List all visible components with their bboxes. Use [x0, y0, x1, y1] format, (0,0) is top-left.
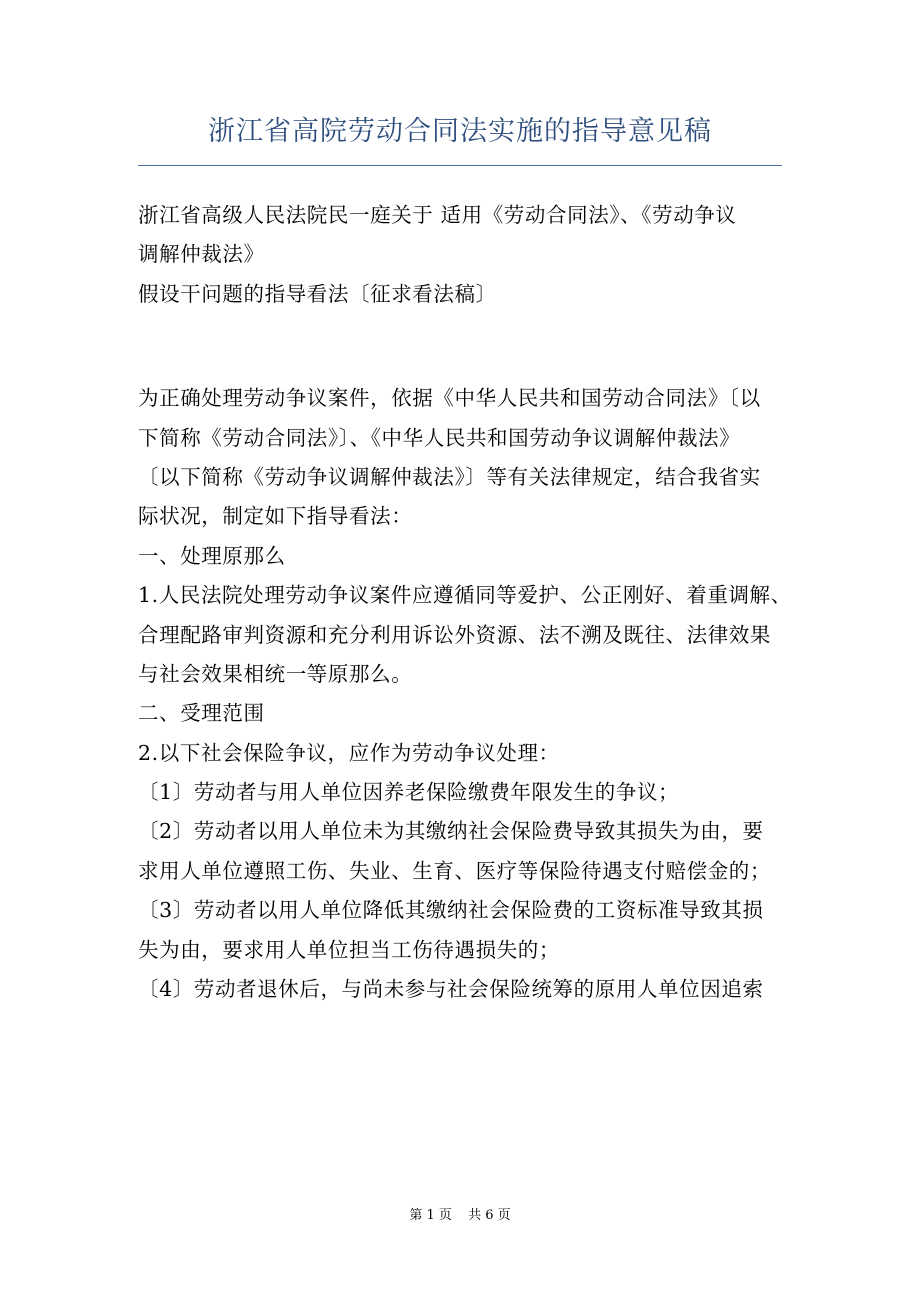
- paragraph-line: 1.人民法院处理劳动争议案件应遵循同等爱护、公正刚好、着重调解、: [138, 583, 792, 608]
- page-total: 共 6 页: [468, 1208, 511, 1223]
- list-item: 〔1〕劳动者与用人单位因养老保险缴费年限发生的争议；: [138, 780, 680, 805]
- paragraph-spacer: [138, 314, 788, 379]
- list-item: 求用人单位遵照工伤、失业、生育、医疗等保险待遇支付赔偿金的；: [138, 858, 771, 883]
- list-item: 〔2〕劳动者以用人单位未为其缴纳社会保险费导致其损失为由，要: [138, 819, 764, 844]
- list-item: 〔3〕劳动者以用人单位降低其缴纳社会保险费的工资标准导致其损: [138, 898, 764, 923]
- page-number: 第 1 页: [409, 1208, 452, 1223]
- paragraph-line: 〔以下简称《劳动争议调解仲裁法》〕等有关法律规定，结合我省实: [138, 464, 761, 489]
- paragraph-line: 下简称《劳动合同法》〕、《中华人民共和国劳动争议调解仲裁法》: [138, 425, 741, 450]
- paragraph-line: 与社会效果相统一等原那么。: [138, 661, 413, 686]
- paragraph-line: 浙江省高级人民法院民一庭关于 适用《劳动合同法》、《劳动争议: [138, 203, 737, 227]
- page-footer: [0, 1206, 920, 1226]
- document-body: [138, 196, 792, 1009]
- paragraph-line: 2.以下社会保险争议，应作为劳动争议处理：: [138, 740, 560, 765]
- section-heading: 二、受理范围: [138, 701, 265, 726]
- section-heading: 一、处理原那么: [138, 543, 286, 568]
- document-title: 浙江省高院劳动合同法实施的指导意见稿: [208, 116, 712, 147]
- paragraph-line: 际状况，制定如下指导看法：: [138, 504, 413, 529]
- paragraph-line: 假设干问题的指导看法〔征求看法稿〕: [138, 281, 497, 306]
- paragraph-line: 合理配路审判资源和充分利用诉讼外资源、法不溯及既往、法律效果: [138, 622, 771, 647]
- paragraph-line: 调解仲裁法》: [138, 242, 265, 267]
- list-item: 失为由，要求用人单位担当工伤待遇损失的；: [138, 937, 560, 962]
- paragraph-line: 为正确处理劳动争议案件，依据《中华人民共和国劳动合同法》〔以: [138, 386, 761, 411]
- list-item: 〔4〕劳动者退休后，与尚未参与社会保险统筹的原用人单位因追索: [138, 977, 764, 1002]
- title-underline: [138, 165, 782, 166]
